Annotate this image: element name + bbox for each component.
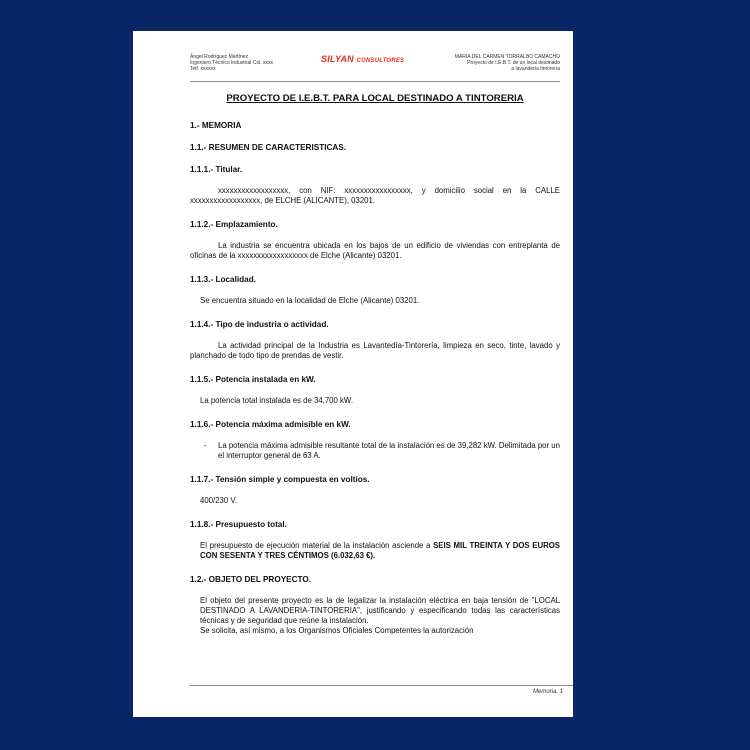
heading-objeto: 1.2.- OBJETO DEL PROYECTO. [190,575,312,584]
paragraph-presupuesto: El presupuesto de ejecución material de la instalación asciende a SEIS MIL TREINTA Y DOS EUROS CON SESENTA Y TRES CÉNTIMOS (6.032,63 €). [200,541,561,560]
paragraph-localidad: Se encuentra situado en la localidad de Elche (Alicante) 03201. [200,296,420,305]
paragraph-emplazamiento: La industria se encuentra ubicada en los bajos de un edificio de viviendas con entreplanta de oficinas de la xxxxxxxxxxxxxxxxxx de Elche (Alicante) 03201. [190,241,560,260]
heading-potencia-maxima: 1.1.6.- Potencia máxima admisible en kW. [190,420,351,429]
section-memoria: 1.- MEMORIA [190,121,242,130]
heading-potencia-instalada: 1.1.5.- Potencia instalada en kW. [190,375,316,384]
section-resumen: 1.1.- RESUMEN DE CARACTERISTICAS. [190,143,347,152]
heading-tipo-industria: 1.1.4.- Tipo de industria o actividad. [190,320,329,329]
heading-titular: 1.1.1.- Titular. [190,165,243,174]
paragraph-titular: xxxxxxxxxxxxxxxxxx, con NIF: xxxxxxxxxxxxxxxxx, y domicilio social en la CALLE xxxxxxxxxxxxxxxxxx, de ELCHE (ALICANTE), 03201. [190,186,560,205]
paragraph-objeto-continued: Se solicita, así mismo, a los Organismos Oficiales Competentes la autorización [200,626,474,635]
presupuesto-amount: SEIS MIL TREINTA Y DOS EUROS CON SESENTA Y TRES CÉNTIMOS (6.032,63 €). [200,541,561,560]
header-author: Ángel Rodríguez Martínez Ingeniero Técnico Industrial Col. xxxx Telf. xxxxxx [190,54,274,72]
footer-divider [190,685,573,686]
document-title: PROYECTO DE I.E.B.T. PARA LOCAL DESTINADO A TINTORERIA [226,93,524,104]
heading-tension: 1.1.7.- Tensión simple y compuesta en voltios. [190,475,370,484]
bullet-text: La potencia máxima admisible resultante total de la instalación es de 39,282 kW. Delimitada por un el interruptor general de 63 A. [218,441,560,460]
bullet-dash: - [204,441,207,450]
header-divider [190,81,560,82]
paragraph-tension: 400/230 V. [200,496,238,505]
heading-localidad: 1.1.3.- Localidad. [190,275,256,284]
paragraph-tipo-industria: La actividad principal de la Industria es Lavantedía-Tintorería, limpieza en seco, tinte, lavado y planchado de todo tipo de prendas de vestir. [190,341,560,360]
heading-emplazamiento: 1.1.2.- Emplazamiento. [190,220,278,229]
silyan-logo: SILYAN CONSULTORES [321,54,405,64]
footer-page-label: Memoria. 1 [532,689,563,695]
page-header [190,54,560,80]
list-item-potencia-maxima [190,441,560,461]
heading-presupuesto: 1.1.8.- Presupuesto total. [190,520,287,529]
paragraph-potencia-instalada: La potencia total instalada es de 34,700 kW. [200,396,354,405]
document-page [133,31,573,717]
paragraph-objeto: El objeto del presente proyecto es la de legalizar la instalación eléctrica en baja tensión de "LOCAL DESTINADO A LAVANDERIA-TINTORERIA", justificando y especificando todas las características técnicas y de seguridad que reúne la instalación. [200,596,560,625]
header-client: MARIA DEL CARMEN TORRALBO CAMACHO Proyecto de I.E.B.T. de un local destinado a lavandería tintorería [454,54,560,72]
